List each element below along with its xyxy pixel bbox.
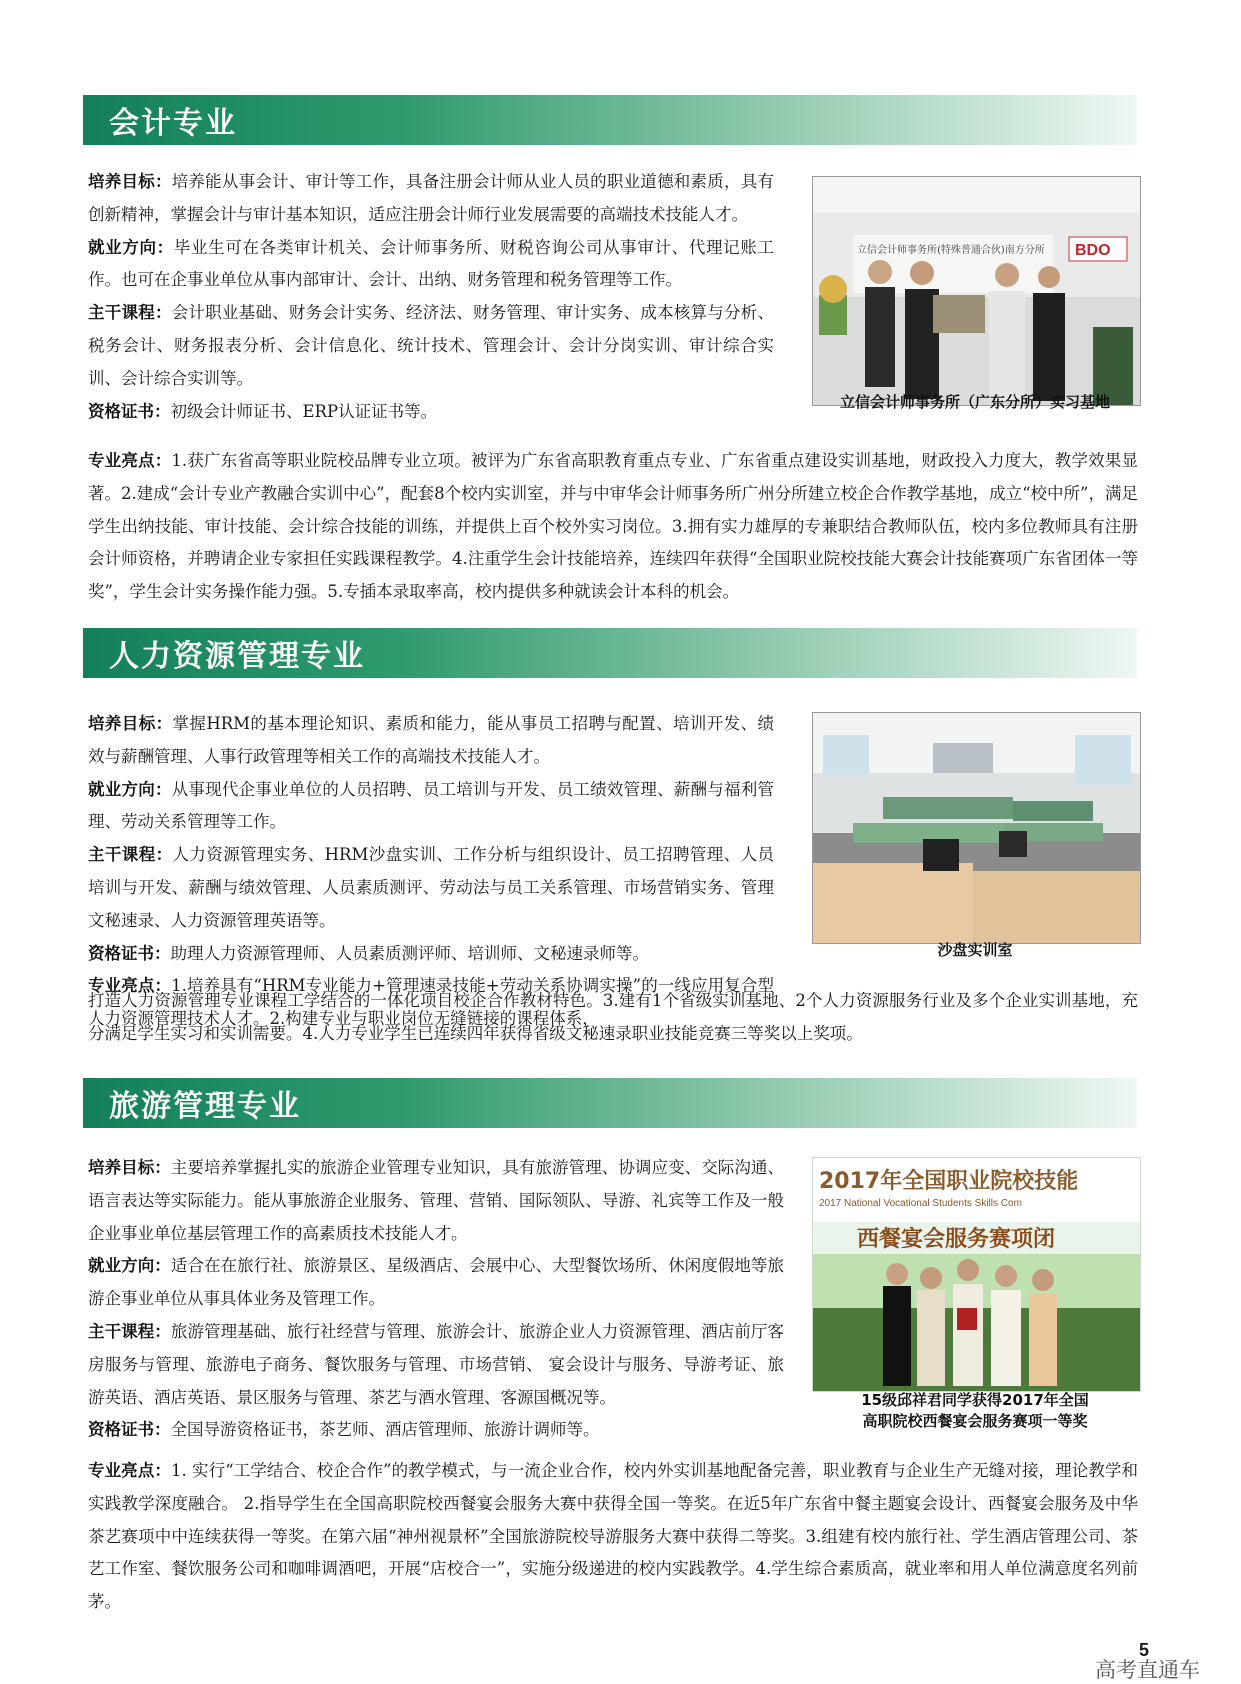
section-header-tourism bbox=[83, 1078, 1137, 1128]
photo-banner-en: 2017 National Vocational Students Skills Com bbox=[819, 1198, 1022, 1209]
section-header-hrm bbox=[83, 628, 1137, 678]
photo-tourism-award bbox=[812, 1157, 1141, 1392]
photo-caption-tourism: 15级邱祥君同学获得2017年全国 高职院校西餐宴会服务赛项一等奖 bbox=[861, 1391, 1089, 1430]
photo-bdo-scene bbox=[813, 177, 1140, 405]
page-number: 5 bbox=[1139, 1640, 1150, 1660]
photo-bdo-internship-base bbox=[812, 176, 1141, 406]
main-courses: 主干课程：人力资源管理实务、HRM沙盘实训、工作分析与组织设计、员工招聘管理、人员培训与开发、薪酬与绩效管理、人员素质测评、劳动法与员工关系管理、市场营销实务、管理文秘速录、人力资源管理英语等。 bbox=[88, 845, 774, 930]
photo-award-scene bbox=[813, 1158, 1140, 1391]
section-body-accounting bbox=[88, 166, 774, 428]
employment-direction: 就业方向：从事现代企事业单位的人员招聘、员工培训与开发、员工绩效管理、薪酬与福利管理、劳动关系管理等工作。 bbox=[88, 779, 775, 832]
highlights-tourism: 专业亮点：1. 实行“工学结合、校企合作”的教学模式，与一流企业合作，校内外实训基地配备完善，职业教育与企业生产无缝对接，理论教学和实践教学深度融合。 2.指导学生在全国高职院校西餐宴会服务大赛中获得全国一等奖。在近5年广东省中餐主题宴会设计、西餐宴会服务及中华茶艺赛项中中连续获得一等奖。在第六届“神州视景杯”全国旅游院校导游服务大赛中获得二等奖。3.组建有校内旅行社、学生酒店管理公司、茶艺工作室、餐饮服务公司和咖啡调酒吧，开展“店校合一”，实施分级递进的校内实践教学。4.学生综合素质高，就业率和用人单位满意度名列前茅。 bbox=[88, 1461, 1139, 1612]
photo-sign-text: 立信会计师事务所(特殊普通合伙)南方分所 bbox=[857, 245, 1045, 256]
highlights-hrm-part1: 专业亮点：1.培养具有“HRM专业能力+管理速录技能+劳动关系协调实操”的一线应用复合型人力资源管理技术人才。2.构建专业与职业岗位无缝链接的课程体系， bbox=[88, 976, 775, 1029]
training-target: 培养目标：掌握HRM的基本理论知识、素质和能力，能从事员工招聘与配置、培训开发、绩效与薪酬管理、人事行政管理等相关工作的高端技术技能人才。 bbox=[88, 714, 774, 766]
employment-direction: 就业方向：适合在在旅行社、旅游景区、星级酒店、会展中心、大型餐饮场所、休闲度假地等旅游企事业单位从事具体业务及管理工作。 bbox=[88, 1256, 785, 1309]
photo-caption-accounting: 立信会计师事务所（广东分所）实习基地 bbox=[839, 393, 1110, 411]
certificates: 资格证书：全国导游资格证书，茶艺师、酒店管理师、旅游计调师等。 bbox=[88, 1420, 600, 1440]
section-title: 人力资源管理专业 bbox=[109, 639, 365, 674]
photo-classroom-scene bbox=[813, 713, 1140, 943]
main-courses: 主干课程：旅游管理基础、旅行社经营与管理、旅游会计、旅游企业人力资源管理、酒店前厅客房服务与管理、旅游电子商务、餐饮服务与管理、市场营销、 宴会设计与服务、导游考证、旅游英语、酒店英语、景区服务与管理、茶艺与酒水管理、客源国概况等。 bbox=[88, 1321, 785, 1407]
certificates: 资格证书：助理人力资源管理师、人员素质测评师、培训师、文秘速录师等。 bbox=[88, 943, 649, 963]
main-courses: 主干课程：会计职业基础、财务会计实务、经济法、财务管理、审计实务、成本核算与分析、税务会计、财务报表分析、会计信息化、统计技术、管理会计、会计分岗实训、审计综合实训、会计综合实训等。 bbox=[88, 303, 775, 388]
section-title: 会计专业 bbox=[109, 106, 237, 141]
photo-banner-sub: 西餐宴会服务赛项闭 bbox=[857, 1227, 1056, 1252]
watermark: 高考直通车 bbox=[1095, 1658, 1200, 1682]
photo-logo-text: BDO bbox=[1075, 242, 1111, 259]
highlights-accounting: 专业亮点：1.获广东省高等职业院校品牌专业立项。被评为广东省高职教育重点专业、广东省重点建设实训基地，财政投入力度大，教学效果显著。2.建成“会计专业产教融合实训中心”，配套8个校内实训室，并与中审华会计师事务所广州分所建立校企合作教学基地，成立“校中所”，满足学生出纳技能、审计技能、会计综合技能的训练，并提供上百个校外实习岗位。3.拥有实力雄厚的专兼职结合教师队伍，校内多位教师具有注册会计师资格，并聘请企业专家担任实践课程教学。4.注重学生会计技能培养，连续四年获得“全国职业院校技能大赛会计技能赛项广东省团体一等奖”，学生会计实务操作能力强。5.专插本录取率高，校内提供多种就读会计本科的机会。 bbox=[88, 451, 1139, 602]
photo-banner-cn: 2017年全国职业院校技能 bbox=[819, 1169, 1079, 1194]
training-target: 培养目标：主要培养掌握扎实的旅游企业管理专业知识，具有旅游管理、协调应变、交际沟通、语言表达等实际能力。能从事旅游企业服务、管理、营销、国际领队、导游、礼宾等工作及一般企业事业单位基层管理工作的高素质技术技能人才。 bbox=[88, 1158, 785, 1243]
section-title: 旅游管理专业 bbox=[109, 1089, 301, 1124]
section-header-accounting bbox=[83, 95, 1137, 145]
photo-sandbox-lab bbox=[812, 712, 1141, 944]
photo-caption-hrm: 沙盘实训室 bbox=[937, 941, 1013, 959]
certificates: 资格证书：初级会计师证书、ERP认证证书等。 bbox=[88, 401, 438, 421]
section-body-tourism bbox=[88, 1152, 784, 1447]
training-target: 培养目标：培养能从事会计、审计等工作，具备注册会计师从业人员的职业道德和素质，具有创新精神，掌握会计与审计基本知识，适应注册会计师行业发展需要的高端技术技能人才。 bbox=[88, 172, 775, 224]
employment-direction: 就业方向：毕业生可在各类审计机关、会计师事务所、财税咨询公司从事审计、代理记账工作。也可在企事业单位从事内部审计、会计、出纳、财务管理和税务管理等工作。 bbox=[88, 237, 775, 290]
highlights-hrm-part2: 打造人力资源管理专业课程工学结合的一体化项目校企合作教材特色。3.建有1个省级实训基地、2个人力资源服务行业及多个企业实训基地，充分满足学生实习和实训需要。4.人力专业学生已连续四年获得省级文秘速录职业技能竞赛三等奖以上奖项。 bbox=[88, 991, 1138, 1043]
